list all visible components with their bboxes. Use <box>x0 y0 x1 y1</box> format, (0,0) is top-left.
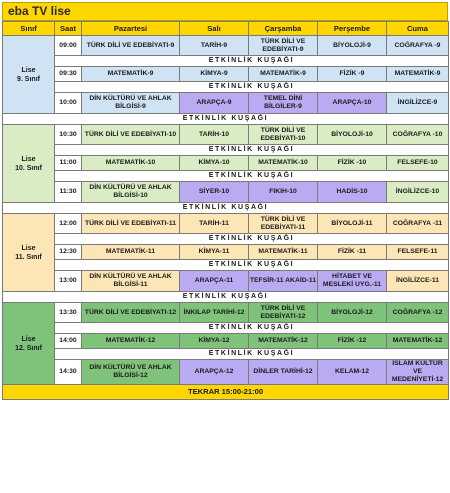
time-cell: 11:30 <box>55 182 82 203</box>
etkinlik-row <box>3 171 449 182</box>
lesson-cell: FELSEFE-11 <box>387 245 449 260</box>
lesson-cell: TEMEL DİNİ BİLGİLER-9 <box>249 93 318 114</box>
table-row <box>3 93 449 114</box>
lesson-cell: DİN KÜLTÜRÜ VE AHLAK BİLGİSİ-9 <box>82 93 180 114</box>
lesson-cell: DİN KÜLTÜRÜ VE AHLAK BİLGİSİ-12 <box>82 360 180 385</box>
lesson-cell: BİYOLOJİ-10 <box>318 125 387 145</box>
etkinlik-label: ETKİNLİK KUŞAĞI <box>55 234 449 245</box>
grade-label-line1: Lise <box>21 335 36 343</box>
table-row <box>3 156 449 171</box>
lesson-cell: COĞRAFYA -9 <box>387 36 449 56</box>
table-row <box>3 271 449 292</box>
lesson-cell: TÜRK DİLİ VE EDEBİYATI-9 <box>82 36 180 56</box>
etkinlik-row <box>3 323 449 334</box>
etkinlik-label: ETKİNLİK KUŞAĞI <box>3 203 449 214</box>
lesson-cell: MATEMATİK-9 <box>249 67 318 82</box>
footer-row <box>3 385 449 400</box>
lesson-cell: MATEMATİK-12 <box>387 334 449 349</box>
lesson-cell: TÜRK DİLİ VE EDEBİYATI-12 <box>82 303 180 323</box>
etkinlik-label: ETKİNLİK KUŞAĞI <box>3 114 449 125</box>
lesson-cell: TÜRK DİLİ VE EDEBİYATI-11 <box>82 214 180 234</box>
schedule-table <box>2 21 449 400</box>
header-persembe: Perşembe <box>318 22 387 36</box>
grade-label-line2: 12. Sınıf <box>15 344 42 352</box>
grade-label-line1: Lise <box>21 155 36 163</box>
lesson-cell: TÜRK DİLİ VE EDEBİYATI-10 <box>82 125 180 145</box>
lesson-cell: ARAPÇA-12 <box>180 360 249 385</box>
etkinlik-row <box>3 56 449 67</box>
lesson-cell: ARAPÇA-10 <box>318 93 387 114</box>
header-sinif: Sınıf <box>3 22 55 36</box>
lesson-cell: MATEMATİK-10 <box>82 156 180 171</box>
etkinlik-label: ETKİNLİK KUŞAĞI <box>55 260 449 271</box>
lesson-cell: COĞRAFYA -11 <box>387 214 449 234</box>
table-row <box>3 303 449 323</box>
lesson-cell: KİMYA-11 <box>180 245 249 260</box>
lesson-cell: BİYOLOJİ-11 <box>318 214 387 234</box>
etkinlik-row <box>3 203 449 214</box>
time-cell: 13:30 <box>55 303 82 323</box>
lesson-cell: COĞRAFYA -10 <box>387 125 449 145</box>
lesson-cell: BİYOLOJİ-9 <box>318 36 387 56</box>
lesson-cell: KİMYA-9 <box>180 67 249 82</box>
lesson-cell: İNGİLİZCE-11 <box>387 271 449 292</box>
grade-label-line2: 11. Sınıf <box>15 253 42 261</box>
etkinlik-label: ETKİNLİK KUŞAĞI <box>55 171 449 182</box>
table-row <box>3 67 449 82</box>
table-row <box>3 360 449 385</box>
lesson-cell: KİMYA-10 <box>180 156 249 171</box>
lesson-cell: FİZİK -10 <box>318 156 387 171</box>
lesson-cell: BİYOLOJİ-12 <box>318 303 387 323</box>
lesson-cell: FİZİK -12 <box>318 334 387 349</box>
lesson-cell: MATEMATİK-9 <box>387 67 449 82</box>
lesson-cell: TEFSİR-11 AKAİD-11 <box>249 271 318 292</box>
time-cell: 14:30 <box>55 360 82 385</box>
grade-label <box>3 125 55 203</box>
grade-label <box>3 36 55 114</box>
lesson-cell: MATEMATİK-9 <box>82 67 180 82</box>
time-cell: 10:30 <box>55 125 82 145</box>
etkinlik-label: ETKİNLİK KUŞAĞI <box>55 82 449 93</box>
lesson-cell: TÜRK DİLİ VE EDEBİYATI-10 <box>249 125 318 145</box>
lesson-cell: TÜRK DİLİ VE EDEBİYATI-12 <box>249 303 318 323</box>
header-sali: Salı <box>180 22 249 36</box>
lesson-cell: TÜRK DİLİ VE EDEBİYATI-11 <box>249 214 318 234</box>
lesson-cell: FİZİK -11 <box>318 245 387 260</box>
lesson-cell: MATEMATİK-11 <box>82 245 180 260</box>
header-carsamba: Çarşamba <box>249 22 318 36</box>
etkinlik-row <box>3 292 449 303</box>
etkinlik-label: ETKİNLİK KUŞAĞI <box>55 145 449 156</box>
grade-label <box>3 303 55 385</box>
lesson-cell: DİN KÜLTÜRÜ VE AHLAK BİLGİSİ-11 <box>82 271 180 292</box>
etkinlik-row <box>3 114 449 125</box>
etkinlik-row <box>3 234 449 245</box>
etkinlik-row <box>3 145 449 156</box>
lesson-cell: İSLAM KÜLTÜR VE MEDENİYETİ-12 <box>387 360 449 385</box>
time-cell: 12:30 <box>55 245 82 260</box>
grade-label <box>3 214 55 292</box>
lesson-cell: TARİH-10 <box>180 125 249 145</box>
lesson-cell: ARAPÇA-11 <box>180 271 249 292</box>
time-cell: 14:00 <box>55 334 82 349</box>
lesson-cell: DİN KÜLTÜRÜ VE AHLAK BİLGİSİ-10 <box>82 182 180 203</box>
etkinlik-row <box>3 349 449 360</box>
table-row <box>3 182 449 203</box>
lesson-cell: İNGİLİZCE-10 <box>387 182 449 203</box>
lesson-cell: DİNLER TARİHİ-12 <box>249 360 318 385</box>
etkinlik-label: ETKİNLİK KUŞAĞI <box>55 349 449 360</box>
lesson-cell: HİTABET VE MESLEKİ UYG.-11 <box>318 271 387 292</box>
footer-label: TEKRAR 15:00-21:00 <box>3 385 449 400</box>
lesson-cell: SİYER-10 <box>180 182 249 203</box>
lesson-cell: HADİS-10 <box>318 182 387 203</box>
lesson-cell: FELSEFE-10 <box>387 156 449 171</box>
lesson-cell: İNGİLİZCE-9 <box>387 93 449 114</box>
etkinlik-label: ETKİNLİK KUŞAĞI <box>55 323 449 334</box>
header-row <box>3 22 449 36</box>
table-row <box>3 334 449 349</box>
etkinlik-label: ETKİNLİK KUŞAĞI <box>3 292 449 303</box>
time-cell: 12:00 <box>55 214 82 234</box>
etkinlik-label: ETKİNLİK KUŞAĞI <box>55 56 449 67</box>
table-row <box>3 36 449 56</box>
time-cell: 10:00 <box>55 93 82 114</box>
grade-label-line2: 10. Sınıf <box>15 164 42 172</box>
lesson-cell: FIKIH-10 <box>249 182 318 203</box>
lesson-cell: MATEMATİK-11 <box>249 245 318 260</box>
lesson-cell: ARAPÇA-9 <box>180 93 249 114</box>
lesson-cell: KELAM-12 <box>318 360 387 385</box>
lesson-cell: MATEMATİK-12 <box>82 334 180 349</box>
grade-label-line1: Lise <box>21 66 36 74</box>
lesson-cell: MATEMATİK-12 <box>249 334 318 349</box>
lesson-cell: TARİH-9 <box>180 36 249 56</box>
lesson-cell: KİMYA-12 <box>180 334 249 349</box>
table-row <box>3 125 449 145</box>
table-row <box>3 214 449 234</box>
lesson-cell: TARİH-11 <box>180 214 249 234</box>
grade-label-line2: 9. Sınıf <box>17 75 40 83</box>
etkinlik-row <box>3 260 449 271</box>
time-cell: 09:30 <box>55 67 82 82</box>
etkinlik-row <box>3 82 449 93</box>
schedule-container <box>2 2 448 400</box>
time-cell: 09:00 <box>55 36 82 56</box>
header-pazartesi: Pazartesi <box>82 22 180 36</box>
lesson-cell: MATEMATİK-10 <box>249 156 318 171</box>
lesson-cell: İNKILAP TARİHİ-12 <box>180 303 249 323</box>
header-saat: Saat <box>55 22 82 36</box>
time-cell: 13:00 <box>55 271 82 292</box>
table-row <box>3 245 449 260</box>
header-cuma: Cuma <box>387 22 449 36</box>
time-cell: 11:00 <box>55 156 82 171</box>
page-title: eba TV lise <box>2 2 448 21</box>
grade-label-line1: Lise <box>21 244 36 252</box>
lesson-cell: TÜRK DİLİ VE EDEBİYATI-9 <box>249 36 318 56</box>
lesson-cell: COĞRAFYA -12 <box>387 303 449 323</box>
lesson-cell: FİZİK -9 <box>318 67 387 82</box>
